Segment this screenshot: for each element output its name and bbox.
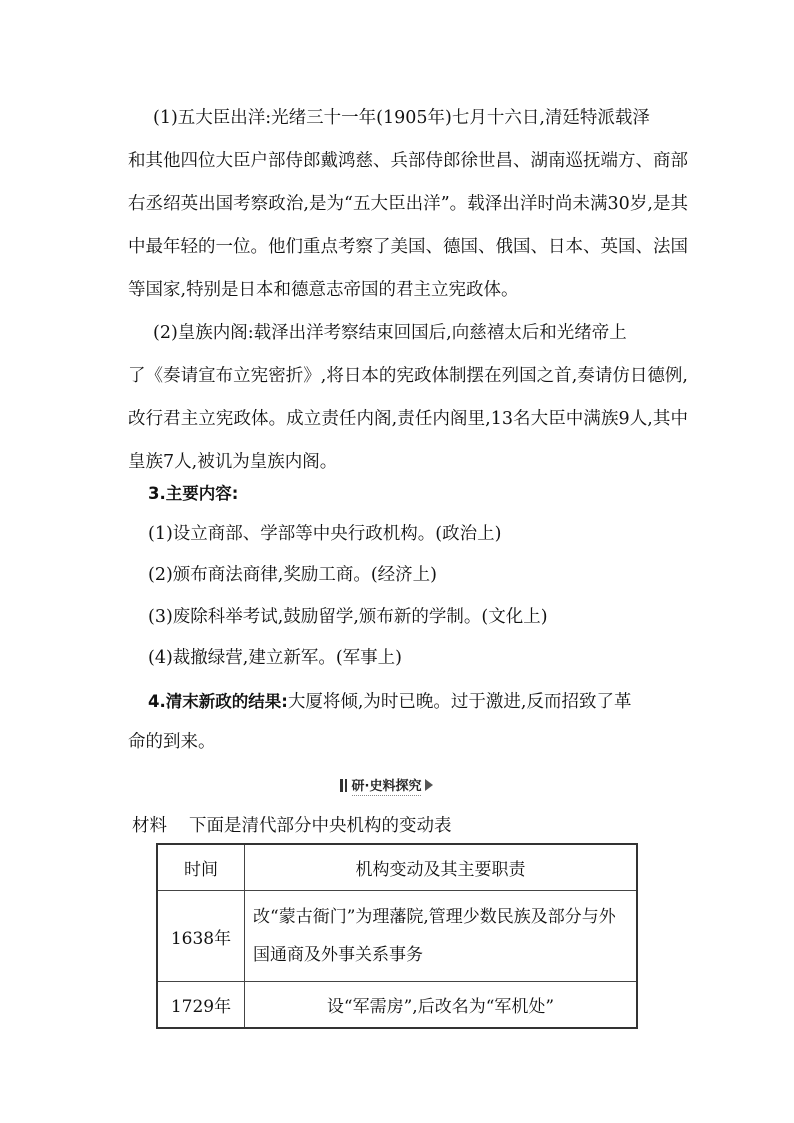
paragraph-line: (1)五大臣出洋:光绪三十一年(1905年)七月十六日,清廷特派载泽	[153, 108, 650, 128]
table-cell-time: 1638年	[157, 891, 245, 982]
table-header-row	[157, 844, 637, 891]
paragraph-five-ministers	[128, 97, 688, 312]
banner-bar-icon	[340, 779, 343, 792]
result-paragraph	[148, 680, 631, 724]
section-banner	[340, 775, 433, 795]
section-heading-main-content: 3.主要内容:	[148, 484, 239, 503]
result-text: 大厦将倾,为时已晚。过于激进,反而招致了革	[287, 692, 632, 712]
table-cell-time: 1729年	[157, 982, 245, 1029]
institution-change-table	[156, 843, 638, 1029]
table-header-time: 时间	[157, 844, 245, 891]
list-item: (1)设立商部、学部等中央行政机构。(政治上)	[148, 524, 502, 544]
table-row	[157, 891, 637, 982]
paragraph-royal-cabinet	[128, 312, 688, 484]
list-item: (4)裁撤绿营,建立新军。(军事上)	[148, 648, 403, 668]
material-text: 下面是清代部分中央机构的变动表	[189, 816, 452, 836]
banner-bar-icon	[345, 779, 347, 792]
paragraph-line: (2)皇族内阁:载泽出洋考察结束回国后,向慈禧太后和光绪帝上	[153, 323, 627, 343]
result-label: 4.清末新政的结果:	[148, 692, 288, 711]
list-item: (2)颁布商法商律,奖励工商。(经济上)	[148, 565, 438, 585]
list-item: (3)废除科举考试,鼓励留学,颁布新的学制。(文化上)	[148, 607, 548, 627]
paragraph-text: 了《奏请宣布立宪密折》,将日本的宪政体制摆在列国之首,奏请仿日德例,改行君主立宪政体。成立责任内阁,责任内阁里,13名大臣中满族9人,其中皇族7人,被讥为皇族内阁。	[128, 366, 688, 472]
material-caption	[132, 812, 452, 840]
banner-title: 研·史料探究	[352, 775, 422, 796]
material-label: 材料	[132, 816, 167, 836]
paragraph-text: 和其他四位大臣户部侍郎戴鸿慈、兵部侍郎徐世昌、湖南巡抚端方、商部右丞绍英出国考察政治,是为“五大臣出洋”。载泽出洋时尚未满30岁,是其中最年轻的一位。他们重点考察了美国、德国、俄国、日本、英国、法国等国家,特别是日本和德意志帝国的君主立宪政体。	[128, 151, 688, 300]
table-header-change: 机构变动及其主要职责	[245, 844, 638, 891]
table-row	[157, 982, 637, 1029]
table-cell-desc: 设“军需房”,后改名为“军机处”	[245, 982, 638, 1029]
result-paragraph-continuation: 命的到来。	[128, 732, 216, 752]
triangle-right-icon	[425, 779, 433, 791]
table-cell-desc: 改“蒙古衙门”为理藩院,管理少数民族及部分与外国通商及外事关系事务	[245, 891, 638, 982]
